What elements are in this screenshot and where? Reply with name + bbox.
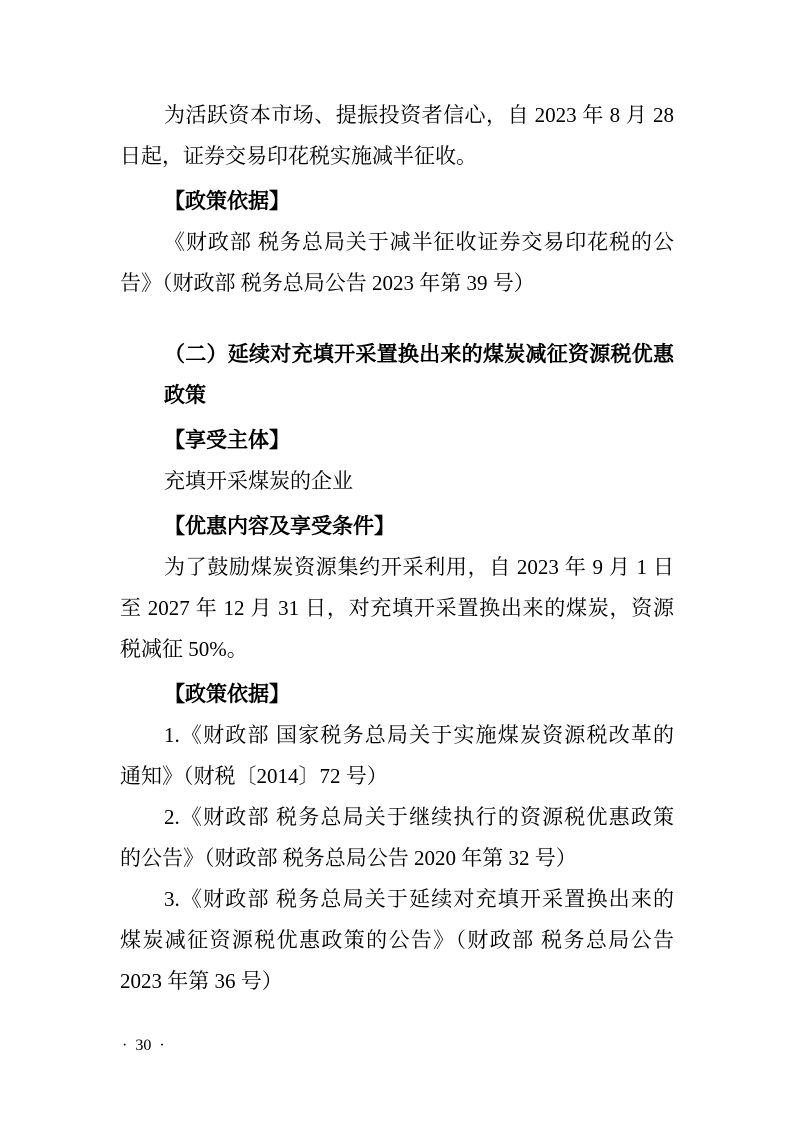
stamp-tax-basis-line-1: 《财政部 税务总局关于减半征收证券交易印花税的公 (164, 230, 674, 254)
beneficiary-heading: 【享受主体】 (164, 428, 290, 452)
page-number: · 30 · (122, 1037, 165, 1054)
coal-basis3-line-1: 3.《财政部 税务总局关于延续对充填开采置换出来的 (164, 887, 674, 911)
coal-basis3-line-2: 煤炭减征资源税优惠政策的公告》（财政部 税务总局公告 (120, 928, 674, 952)
stamp-tax-basis-line-2: 告》（财政部 税务总局公告 2023 年第 39 号） (120, 271, 535, 295)
stamp-tax-body-line-2: 日起，证券交易印花税实施减半征收。 (120, 144, 477, 168)
coal-section-heading (120, 334, 674, 416)
section-spacer (120, 304, 674, 334)
benefit-line-3: 税减征 50%。 (120, 637, 248, 661)
coal-section-heading-line-1: （二）延续对充填开采置换出来的煤炭减征资源税优惠 (164, 342, 674, 366)
stamp-tax-body-line-1: 为活跃资本市场、提振投资者信心，自 2023 年 8 月 28 (164, 103, 674, 127)
coal-basis1-line-1: 1.《财政部 国家税务总局关于实施煤炭资源税改革的 (164, 723, 674, 747)
stamp-tax-policy-basis-heading: 【政策依据】 (164, 189, 290, 213)
document-body (120, 95, 674, 1002)
benefit-heading: 【优惠内容及享受条件】 (164, 514, 395, 538)
beneficiary-body: 充填开采煤炭的企业 (164, 469, 353, 493)
benefit-line-2: 至 2027 年 12 月 31 日，对充填开采置换出来的煤炭，资源 (120, 596, 674, 620)
coal-section-heading-line-2: 政策 (164, 383, 206, 407)
coal-basis2-line-2: 的公告》（财政部 税务总局公告 2020 年第 32 号） (120, 846, 577, 870)
coal-basis3-line-3: 2023 年第 36 号） (120, 969, 283, 993)
coal-basis2-line-1: 2.《财政部 税务总局关于继续执行的资源税优惠政策 (164, 805, 674, 829)
coal-policy-basis-heading: 【政策依据】 (164, 682, 290, 706)
benefit-line-1: 为了鼓励煤炭资源集约开采利用，自 2023 年 9 月 1 日 (164, 555, 674, 579)
coal-basis1-line-2: 通知》（财税〔2014〕72 号） (120, 764, 388, 788)
